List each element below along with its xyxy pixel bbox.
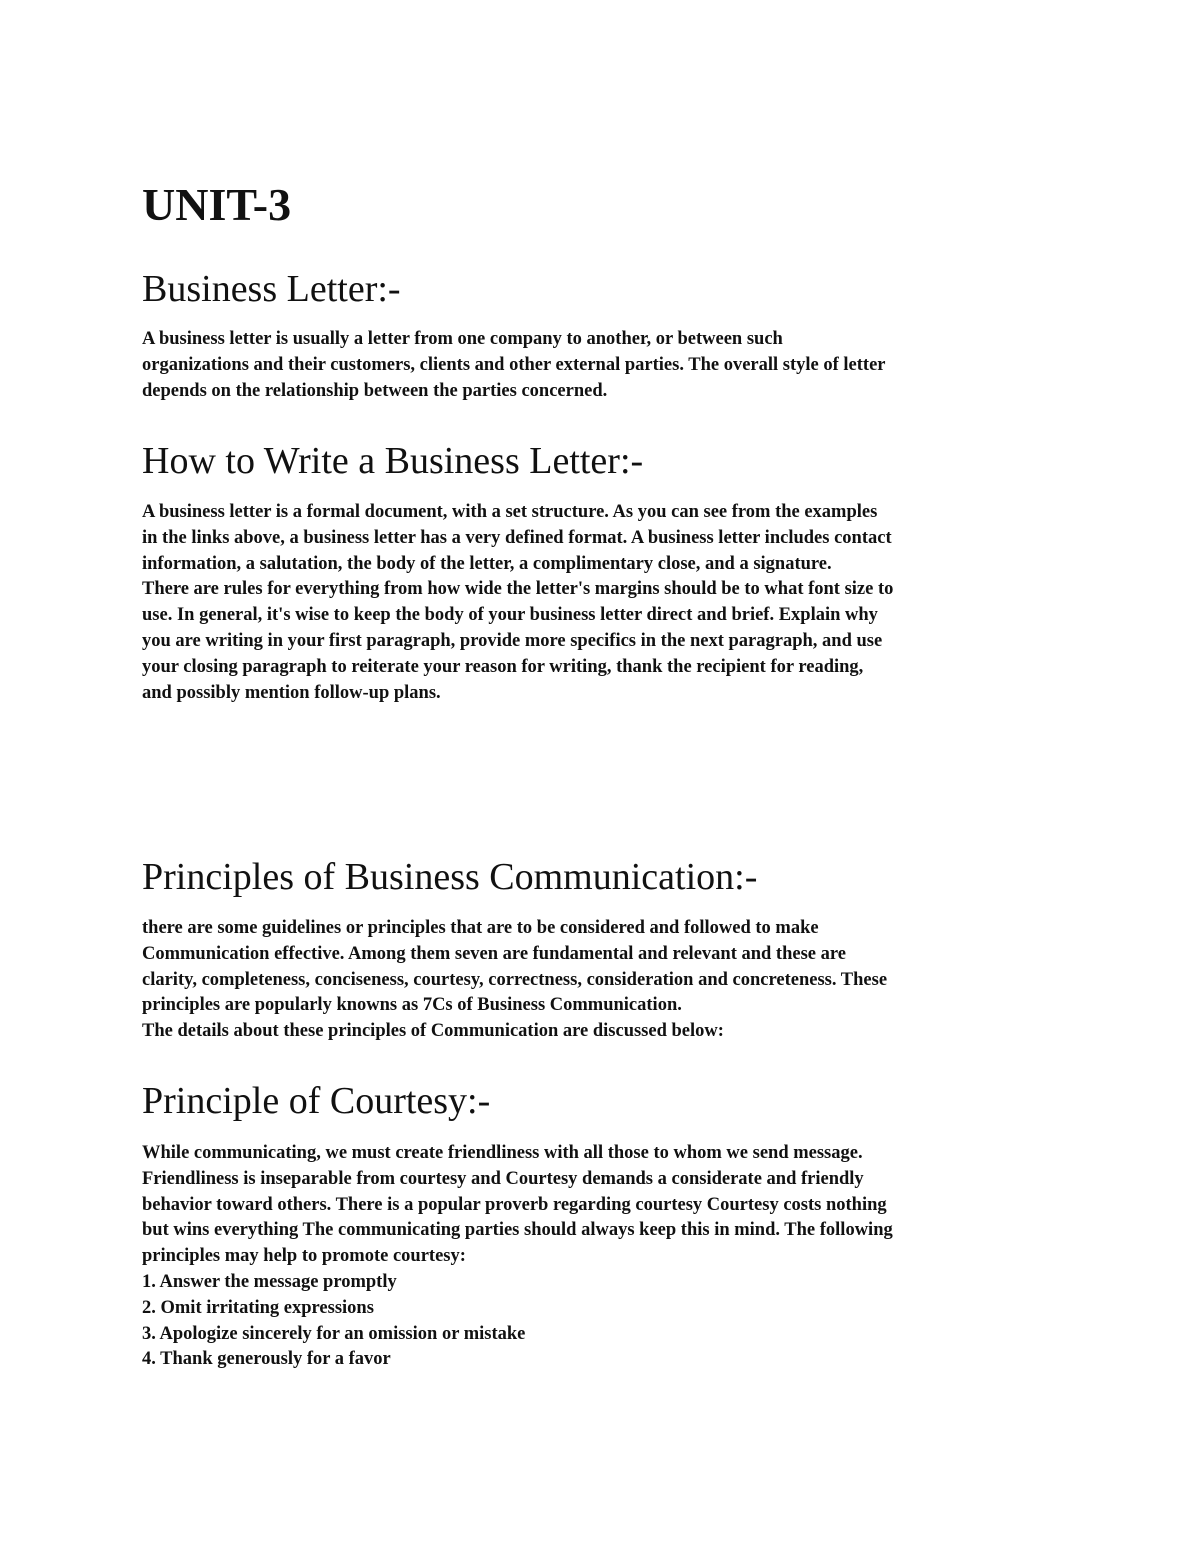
text-line: A business letter is a formal document, with a set structure. As you can see from the examples [142,502,878,522]
text-line: use. In general, it's wise to keep the body of your business letter direct and brief. Explain why [142,605,878,626]
paragraph-principles [142,916,1072,1045]
paragraph-courtesy [142,1141,1072,1373]
heading-courtesy: Principle of Courtesy:- [142,1080,491,1122]
text-line: principles may help to promote courtesy: [142,1246,466,1267]
text-line: in the links above, a business letter has a very defined format. A business letter includes contact [142,527,892,548]
text-line: organizations and their customers, clients and other external parties. The overall style of letter [142,354,886,375]
text-line: The details about these principles of Communication are discussed below: [142,1021,724,1042]
text-line: there are some guidelines or principles that are to be considered and followed to make [142,918,819,938]
text-line: information, a salutation, the body of the letter, a complimentary close, and a signature. [142,553,832,574]
heading-business-letter: Business Letter:- [142,268,401,310]
text-line: Communication effective. Among them seven are fundamental and relevant and these are [142,943,846,964]
text-line: Friendliness is inseparable from courtesy and Courtesy demands a considerate and friendly [142,1168,864,1189]
text-line: behavior toward others. There is a popular proverb regarding courtesy Courtesy costs nothing [142,1194,887,1215]
list-item: 3. Apologize sincerely for an omission or mistake [142,1323,526,1344]
heading-principles: Principles of Business Communication:- [142,856,758,898]
text-line: While communicating, we must create friendliness with all those to whom we send message. [142,1143,863,1163]
text-line: and possibly mention follow-up plans. [142,682,441,703]
text-line: but wins everything The communicating parties should always keep this in mind. The following [142,1220,893,1241]
text-line: you are writing in your first paragraph, provide more specifics in the next paragraph, and use [142,630,883,651]
list-item: 4. Thank generously for a favor [142,1349,391,1370]
text-line: principles are popularly knowns as 7Cs of Business Communication. [142,995,682,1016]
paragraph-business-letter [142,327,1072,404]
text-line: depends on the relationship between the parties concerned. [142,380,608,401]
list-item: 1. Answer the message promptly [142,1271,397,1292]
text-line: clarity, completeness, conciseness, courtesy, correctness, consideration and concreteness. These [142,969,888,990]
unit-title: UNIT-3 [142,179,292,230]
text-line: A business letter is usually a letter from one company to another, or between such [142,329,783,349]
heading-how-to-write: How to Write a Business Letter:- [142,440,644,482]
paragraph-how-to-write [142,500,1072,706]
list-item: 2. Omit irritating expressions [142,1297,374,1318]
text-line: your closing paragraph to reiterate your reason for writing, thank the recipient for reading, [142,656,864,677]
text-line: There are rules for everything from how wide the letter's margins should be to what font size to [142,579,894,600]
